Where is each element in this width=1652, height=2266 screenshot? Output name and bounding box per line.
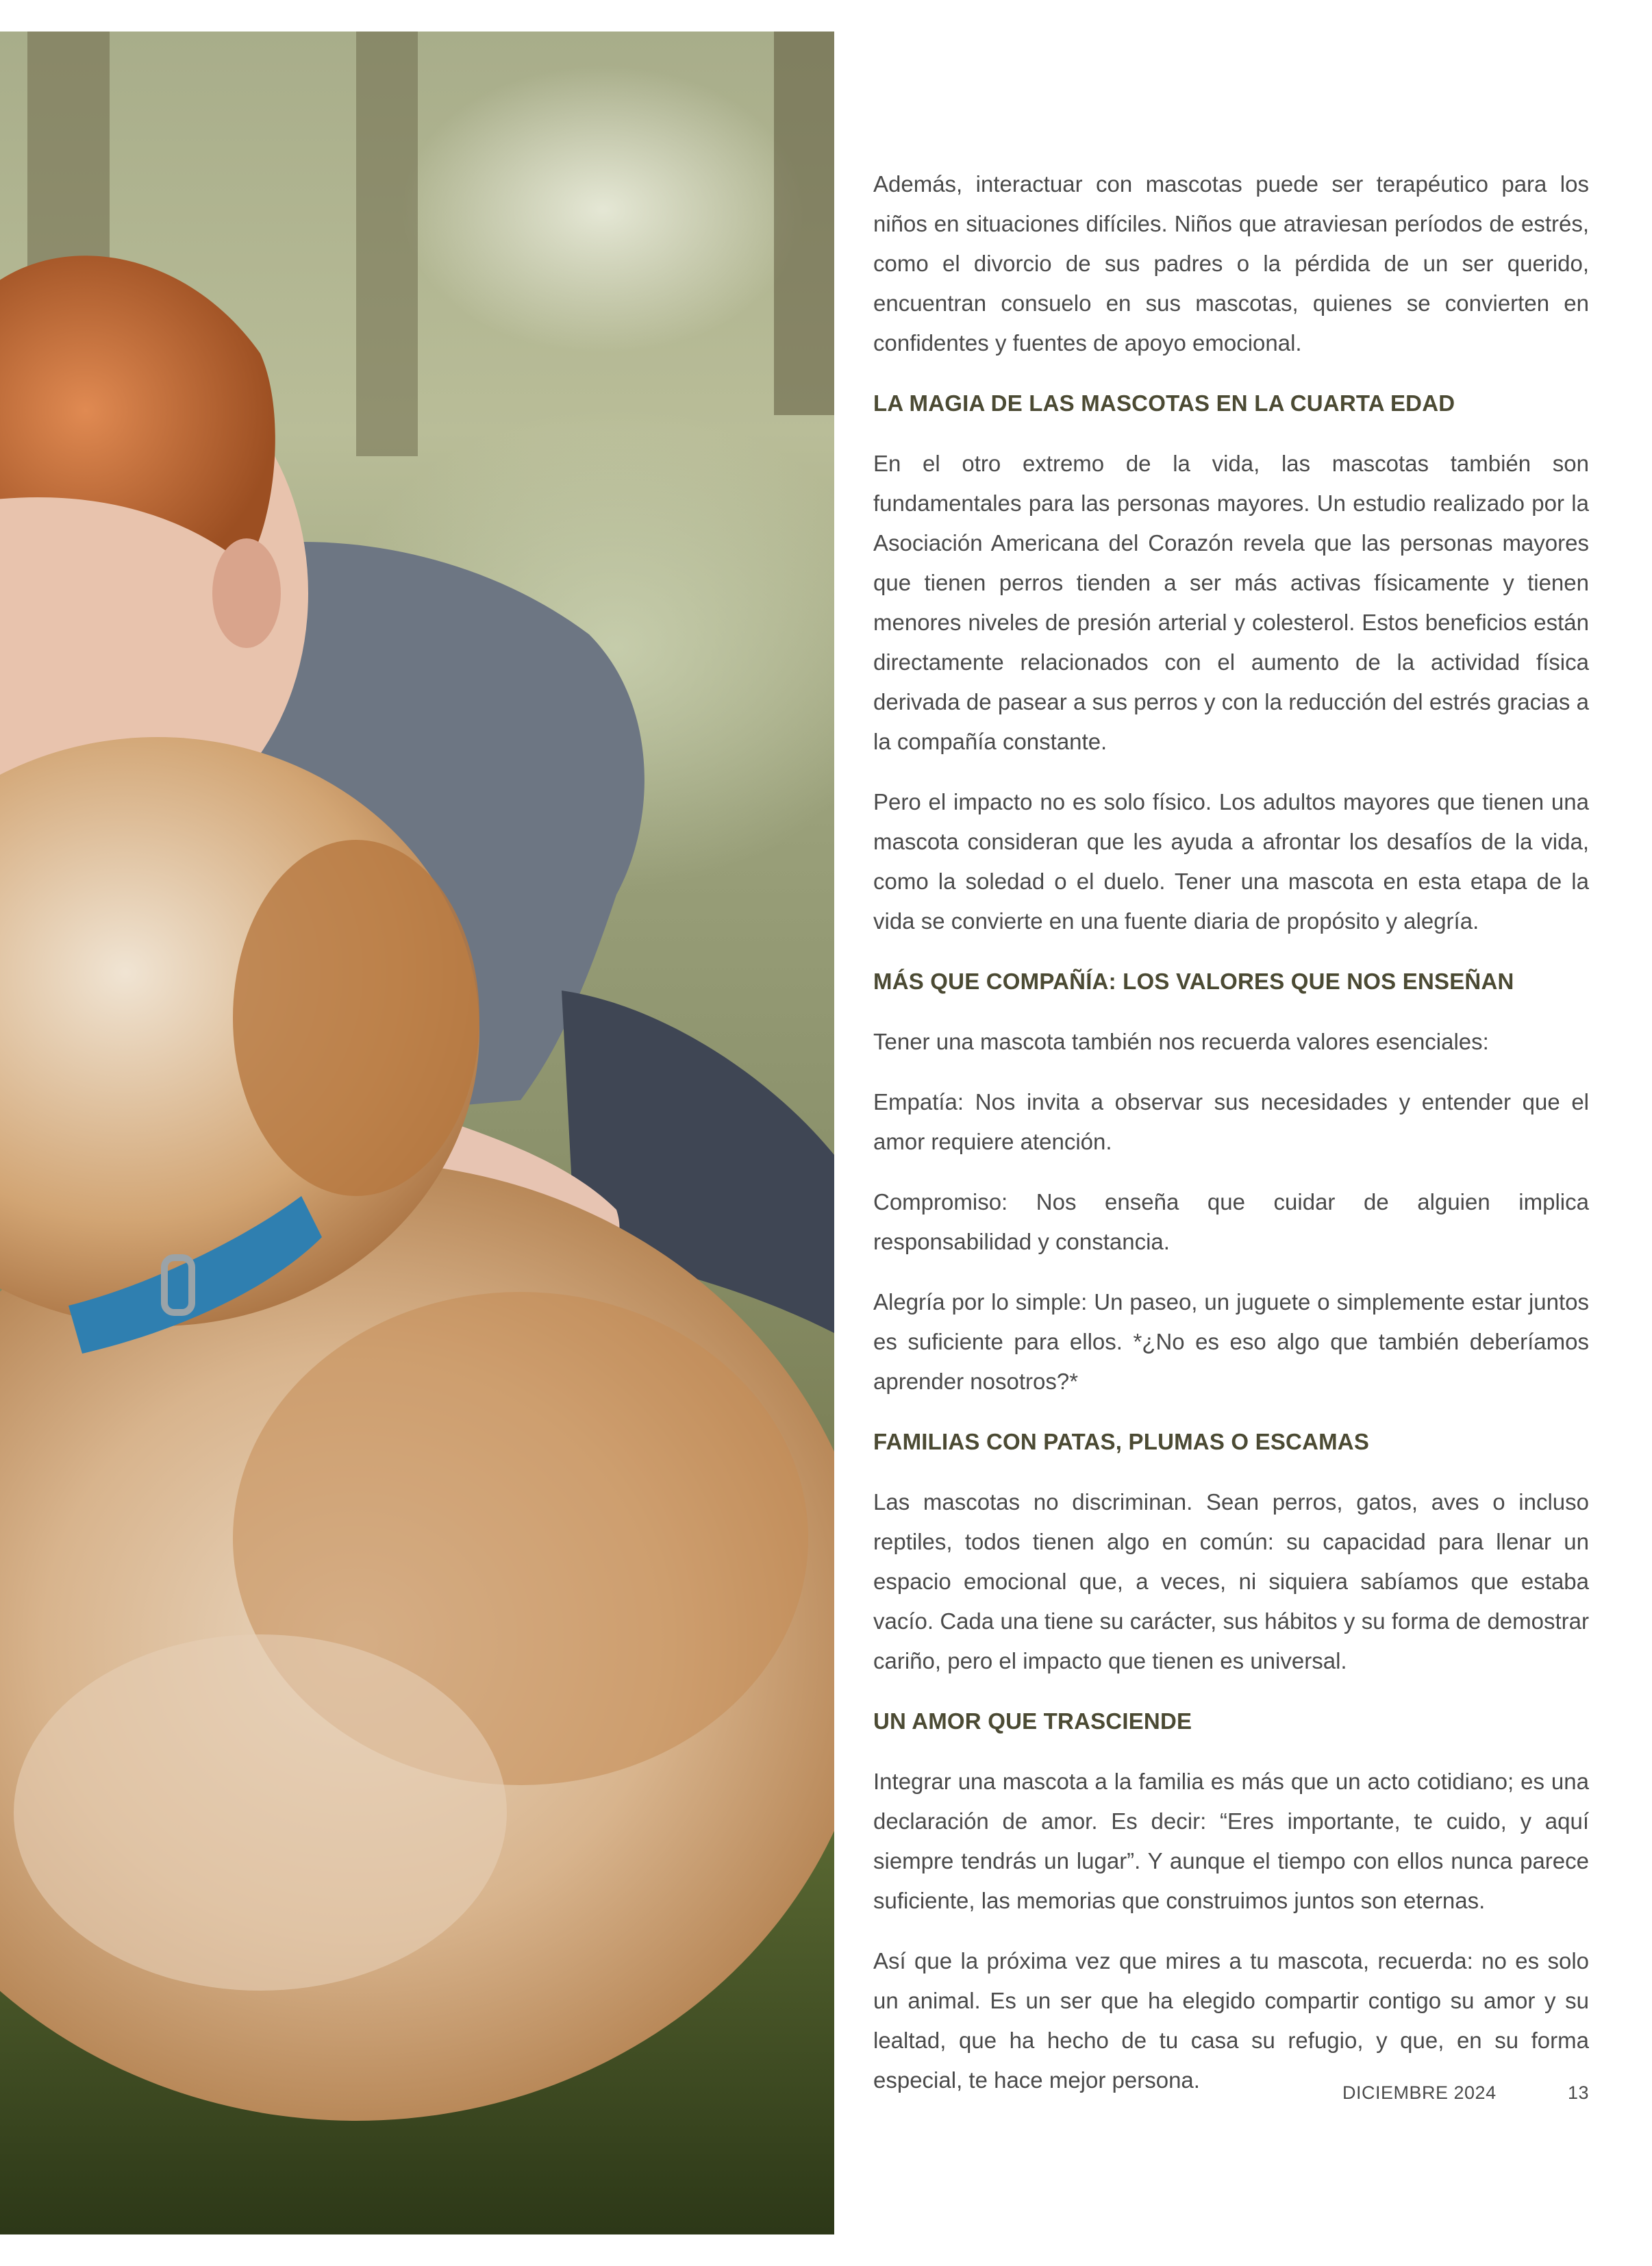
article-paragraph: Las mascotas no discriminan. Sean perros, gatos, aves o incluso reptiles, todos tienen algo en común: su capacidad para llenar un espacio emocional que, a veces, ni siquiera sabíamos que estaba vacío. Cada una tiene su carácter, sus hábitos y su forma de demostrar cariño, pero el impacto que tienen es universal. xyxy=(873,1489,1589,1673)
article-paragraph: Compromiso: Nos enseña que cuidar de alguien implica responsabilidad y constancia. xyxy=(873,1189,1589,1254)
section-heading: UN AMOR QUE TRASCIENDE xyxy=(873,1708,1192,1734)
photo-illustration xyxy=(0,32,834,2258)
dog-fur-patch xyxy=(14,1634,507,1991)
issue-date: DICIEMBRE 2024 xyxy=(1342,2082,1497,2103)
article-column xyxy=(873,164,1589,2121)
page-number: 13 xyxy=(1567,2082,1589,2103)
article-paragraph: Alegría por lo simple: Un paseo, un juguete o simplemente estar juntos es suficiente para ellos. *¿No es eso algo que también deberíamos aprender nosotros?* xyxy=(873,1289,1589,1394)
article-paragraph: Tener una mascota también nos recuerda valores esenciales: xyxy=(873,1029,1489,1054)
boy-ear xyxy=(212,538,281,648)
section-heading: MÁS QUE COMPAÑÍA: LOS VALORES QUE NOS ENSEÑAN xyxy=(873,969,1514,994)
article-paragraph: En el otro extremo de la vida, las mascotas también son fundamentales para las personas mayores. Un estudio realizado por la Asociación Americana del Corazón revela que las personas mayores que tienen perros tienden a ser más activas físicamente y tienen menores niveles de presión arterial y colesterol. Estos beneficios están directamente relacionados con el aumento de la actividad física derivada de pasear a sus perros y con la reducción del estrés gracias a la compañía constante. xyxy=(873,451,1589,754)
tree-trunk xyxy=(774,32,834,415)
dog-ear xyxy=(233,840,479,1196)
bottom-margin xyxy=(0,2234,1652,2266)
article-paragraph: Además, interactuar con mascotas puede ser terapéutico para los niños en situaciones difíciles. Niños que atraviesan períodos de estrés, como el divorcio de sus padres o la pérdida de un ser querido, encuentran consuelo en sus mascotas, quienes se convierten en confidentes y fuentes de apoyo emocional. xyxy=(873,171,1589,356)
section-heading: LA MAGIA DE LAS MASCOTAS EN LA CUARTA EDAD xyxy=(873,390,1455,416)
tree-trunk xyxy=(356,32,418,456)
article-paragraph: Así que la próxima vez que mires a tu mascota, recuerda: no es solo un animal. Es un ser que ha elegido compartir contigo su amor y su lealtad, que ha hecho de tu casa su refugio, y que, en su forma especial, te hace mejor persona. xyxy=(873,1948,1589,2093)
article-paragraph: Integrar una mascota a la familia es más que un acto cotidiano; es una declaración de amor. Es decir: “Eres importante, te cuido, y aquí siempre tendrás un lugar”. Y aunque el tiempo con ellos nunca parece suficiente, las memorias que construimos juntos son eternas. xyxy=(873,1769,1589,1913)
article-paragraph: Empatía: Nos invita a observar sus necesidades y entender que el amor requiere atención. xyxy=(873,1089,1589,1154)
photo-boy-hugging-dog xyxy=(0,32,834,2258)
section-heading: FAMILIAS CON PATAS, PLUMAS O ESCAMAS xyxy=(873,1429,1370,1454)
top-margin xyxy=(0,0,1652,32)
article-paragraph: Pero el impacto no es solo físico. Los adultos mayores que tienen una mascota consideran que les ayuda a afrontar los desafíos de la vida, como la soledad o el duelo. Tener una mascota en esta etapa de la vida se convierte en una fuente diaria de propósito y alegría. xyxy=(873,789,1589,934)
